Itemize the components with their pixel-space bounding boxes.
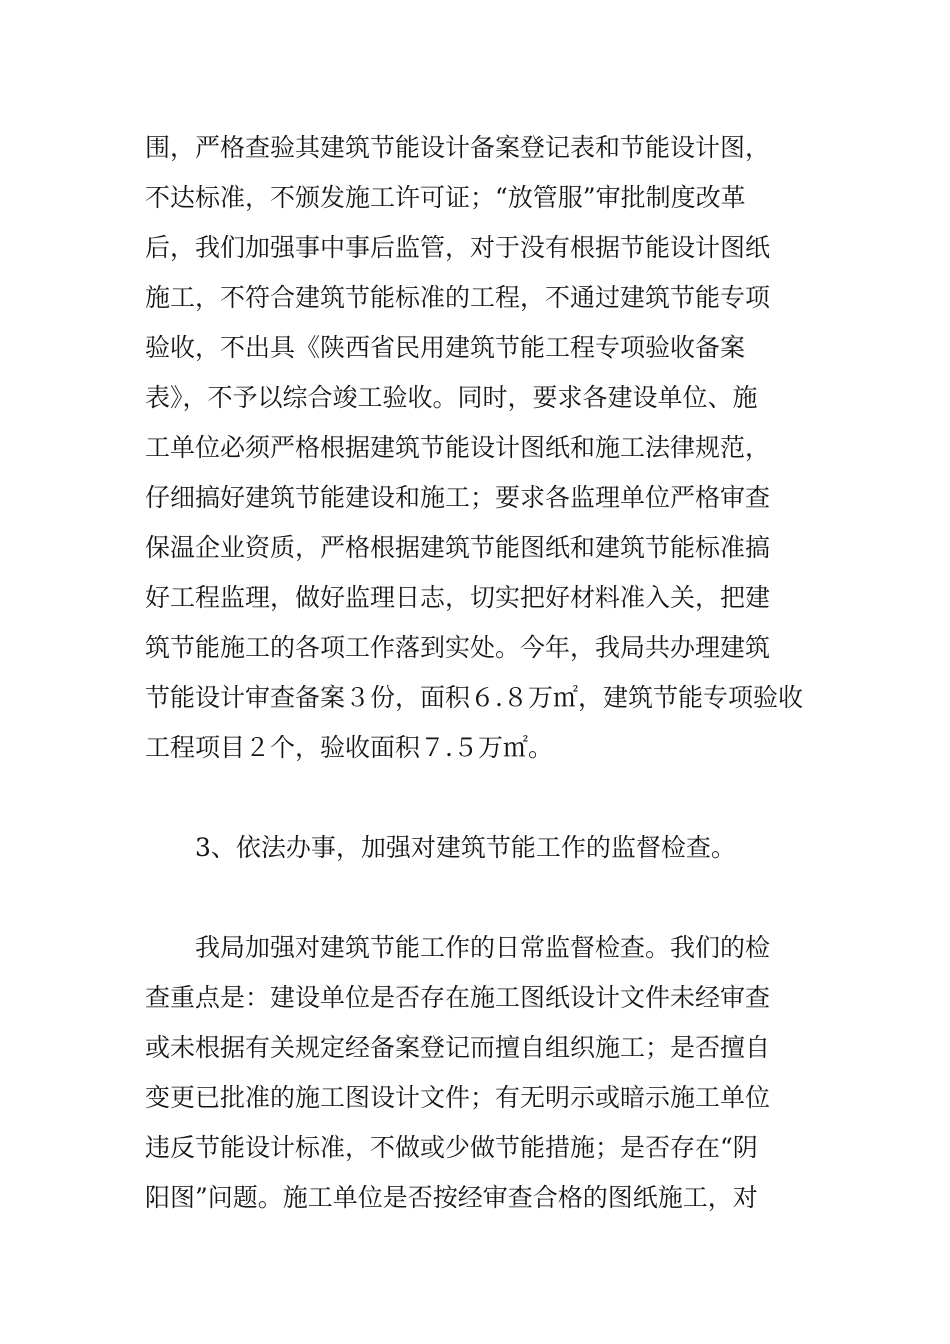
text-line: 违反节能设计标准，不做或少做节能措施；是否存在“阴 xyxy=(145,1133,758,1162)
text-line: 阳图”问题。施工单位是否按经审查合格的图纸施工，对 xyxy=(145,1183,758,1212)
heading-line: 3、依法办事，加强对建筑节能工作的监督检查。 xyxy=(195,833,736,862)
text-line: 筑节能施工的各项工作落到实处。今年，我局共办理建筑 xyxy=(145,633,771,662)
text-line: 变更已批准的施工图设计文件；有无明示或暗示施工单位 xyxy=(145,1083,771,1112)
text-line: 后，我们加强事中事后监管，对于没有根据节能设计图纸 xyxy=(145,233,771,262)
text-line: 或未根据有关规定经备案登记而擅自组织施工；是否擅自 xyxy=(145,1033,771,1062)
text-line: 验收，不出具《陕西省民用建筑节能工程专项验收备案 xyxy=(145,333,746,362)
text-line: 查重点是：建设单位是否存在施工图纸设计文件未经审查 xyxy=(145,983,771,1012)
text-line: 我局加强对建筑节能工作的日常监督检查。我们的检 xyxy=(195,933,771,962)
text-line: 仔细搞好建筑节能建设和施工；要求各监理单位严格审查 xyxy=(145,483,771,512)
text-line: 工程项目２个，验收面积７.５万㎡。 xyxy=(145,733,553,762)
text-line: 不达标准，不颁发施工许可证；“放管服”审批制度改革 xyxy=(145,183,746,212)
text-line: 保温企业资质，严格根据建筑节能图纸和建筑节能标准搞 xyxy=(145,533,771,562)
text-line: 施工，不符合建筑节能标准的工程，不通过建筑节能专项 xyxy=(145,283,771,312)
text-line: 工单位必须严格根据建筑节能设计图纸和施工法律规范， xyxy=(145,433,771,462)
text-line: 表》，不予以综合竣工验收。同时，要求各建设单位、施 xyxy=(145,383,758,412)
text-line: 围，严格查验其建筑节能设计备案登记表和节能设计图， xyxy=(145,133,771,162)
text-line: 节能设计审查备案３份，面积６.８万㎡，建筑节能专项验收 xyxy=(145,683,803,712)
text-line: 好工程监理，做好监理日志，切实把好材料准入关，把建 xyxy=(145,583,771,612)
